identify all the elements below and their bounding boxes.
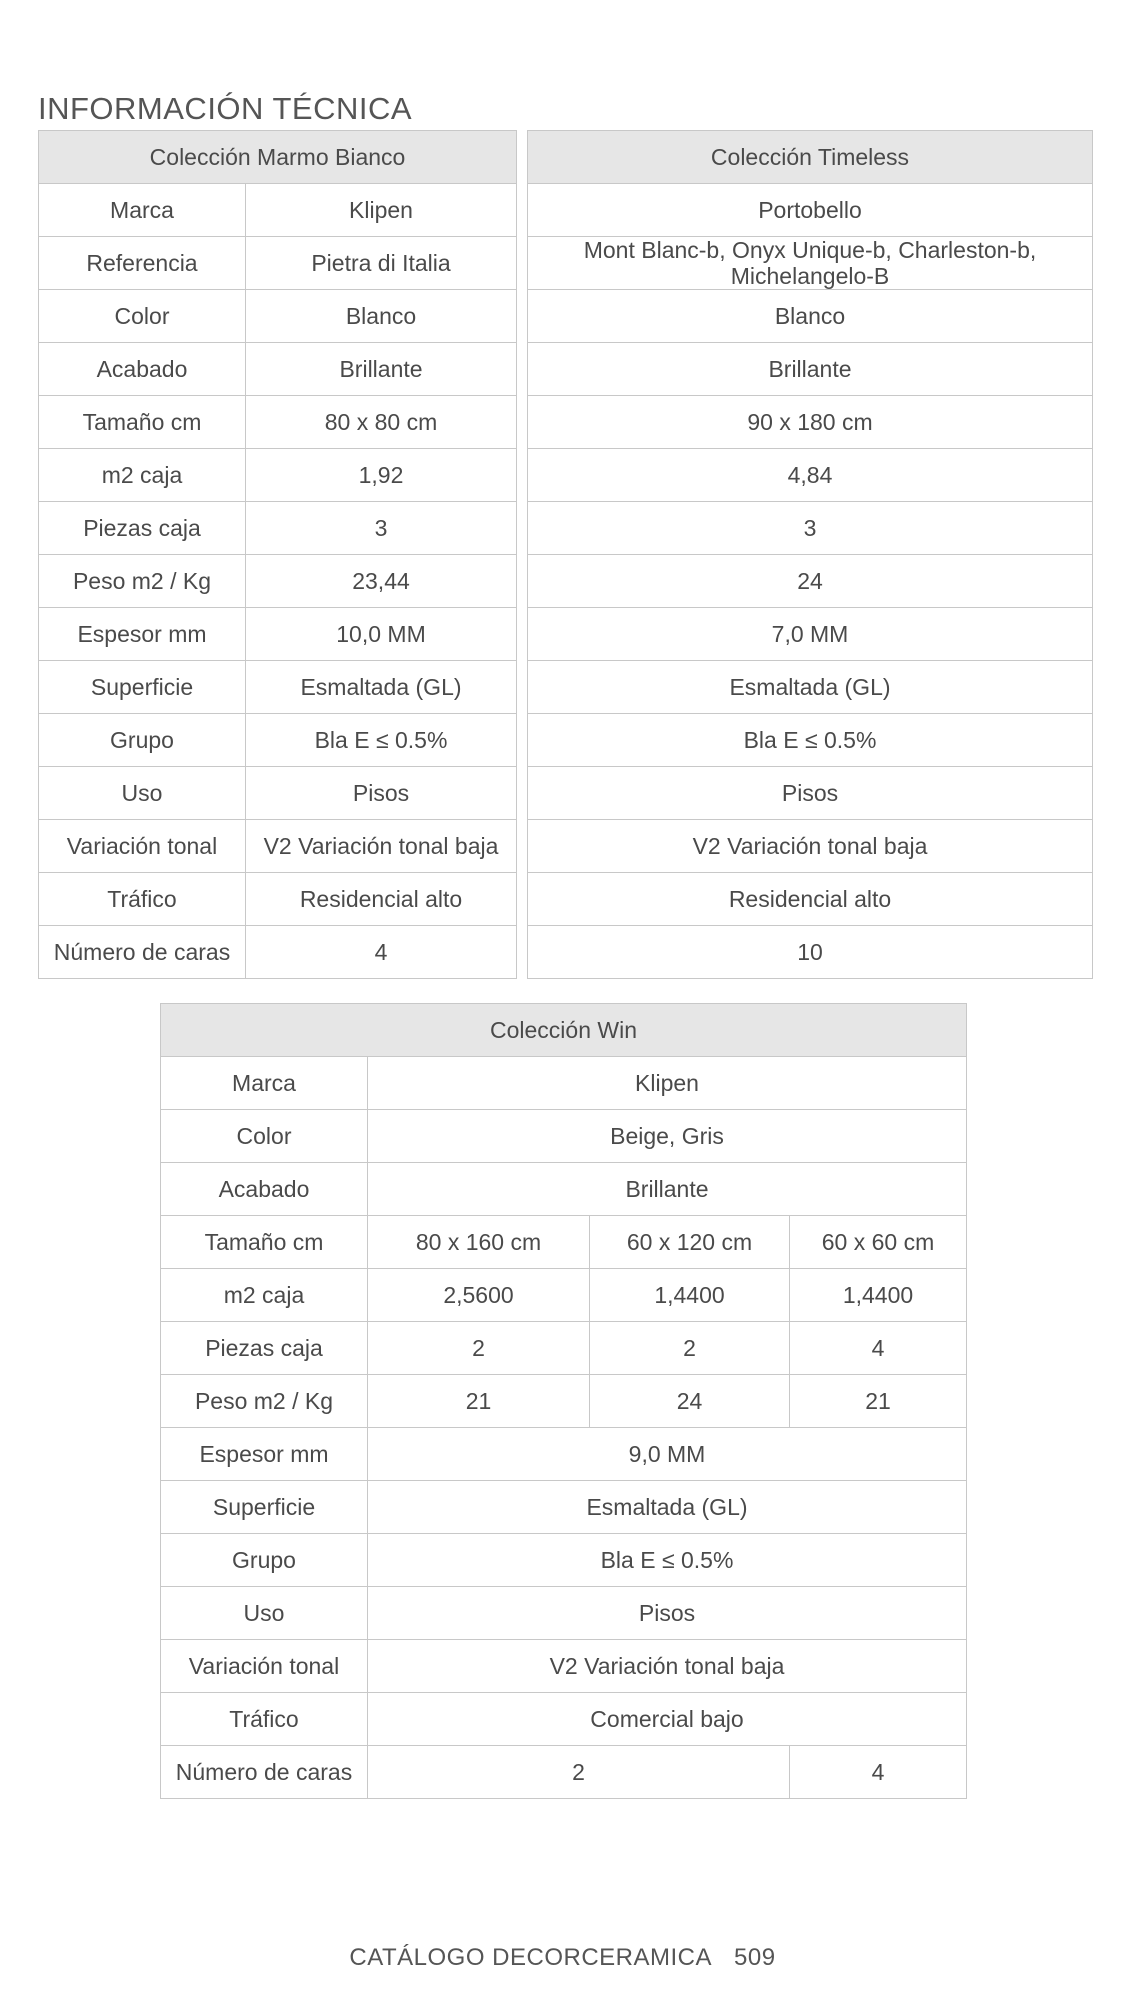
table-row <box>39 502 517 555</box>
cell-value: 2,5600 <box>368 1269 590 1322</box>
table-row <box>161 1322 967 1375</box>
table-header: Colección Win <box>161 1004 967 1057</box>
row-label: Piezas caja <box>161 1322 368 1375</box>
cell-value: 24 <box>590 1375 790 1428</box>
table-row <box>528 820 1093 873</box>
cell-value: 1,4400 <box>590 1269 790 1322</box>
row-label: Tamaño cm <box>39 396 246 449</box>
row-label: Referencia <box>39 237 246 290</box>
cell-value: 80 x 160 cm <box>368 1216 590 1269</box>
table-header: Colección Timeless <box>528 131 1093 184</box>
row-label: Peso m2 / Kg <box>39 555 246 608</box>
table-row <box>39 555 517 608</box>
cell-value: Klipen <box>368 1057 967 1110</box>
cell-value: 3 <box>528 502 1093 555</box>
row-label: m2 caja <box>161 1269 368 1322</box>
table-row <box>528 608 1093 661</box>
table-row <box>161 1163 967 1216</box>
row-label: Grupo <box>39 714 246 767</box>
table-row <box>161 1269 967 1322</box>
row-label: Número de caras <box>161 1746 368 1799</box>
cell-value: 90 x 180 cm <box>528 396 1093 449</box>
cell-value: Bla E ≤ 0.5% <box>528 714 1093 767</box>
table-row <box>528 873 1093 926</box>
catalog-name: CATÁLOGO DECORCERAMICA <box>349 1944 713 1971</box>
table-row <box>528 661 1093 714</box>
row-label: Superficie <box>161 1481 368 1534</box>
row-label: Acabado <box>161 1163 368 1216</box>
row-label: Tamaño cm <box>161 1216 368 1269</box>
row-label: Piezas caja <box>39 502 246 555</box>
table-row <box>528 555 1093 608</box>
table-row <box>39 343 517 396</box>
row-label: Espesor mm <box>39 608 246 661</box>
row-label: Superficie <box>39 661 246 714</box>
cell-value: 10,0 MM <box>246 608 517 661</box>
cell-value: Bla E ≤ 0.5% <box>246 714 517 767</box>
table-row <box>528 343 1093 396</box>
table-row <box>161 1693 967 1746</box>
cell-value: 21 <box>368 1375 590 1428</box>
row-label: Color <box>161 1110 368 1163</box>
cell-value: Brillante <box>368 1163 967 1216</box>
win-table <box>160 1003 967 1799</box>
cell-value: V2 Variación tonal baja <box>528 820 1093 873</box>
page-number: 509 <box>734 1944 776 1971</box>
cell-value: V2 Variación tonal baja <box>246 820 517 873</box>
row-label: Color <box>39 290 246 343</box>
table-row <box>161 1110 967 1163</box>
table-row <box>39 661 517 714</box>
cell-value: 7,0 MM <box>528 608 1093 661</box>
cell-value: 80 x 80 cm <box>246 396 517 449</box>
cell-value: 4 <box>790 1746 967 1799</box>
table-row <box>39 926 517 979</box>
cell-value: 2 <box>368 1322 590 1375</box>
cell-value: 2 <box>368 1746 790 1799</box>
table-header: Colección Marmo Bianco <box>39 131 517 184</box>
table-row <box>39 184 517 237</box>
table-row <box>161 1216 967 1269</box>
table-row <box>39 449 517 502</box>
table-row <box>528 767 1093 820</box>
cell-value: 3 <box>246 502 517 555</box>
cell-value: 1,4400 <box>790 1269 967 1322</box>
table-row <box>161 1640 967 1693</box>
cell-value: Esmaltada (GL) <box>368 1481 967 1534</box>
cell-value: Brillante <box>528 343 1093 396</box>
cell-value: 23,44 <box>246 555 517 608</box>
row-label: Uso <box>161 1587 368 1640</box>
table-row <box>528 290 1093 343</box>
cell-value: Brillante <box>246 343 517 396</box>
row-label: Uso <box>39 767 246 820</box>
cell-value: Mont Blanc-b, Onyx Unique-b, Charleston-b, Michelangelo-B <box>528 237 1093 290</box>
cell-value: 60 x 120 cm <box>590 1216 790 1269</box>
cell-value: Blanco <box>528 290 1093 343</box>
cell-value: Klipen <box>246 184 517 237</box>
table-row <box>161 1746 967 1799</box>
cell-value: 4 <box>246 926 517 979</box>
cell-value: Portobello <box>528 184 1093 237</box>
table-row <box>161 1481 967 1534</box>
table-row <box>528 396 1093 449</box>
table-row <box>39 873 517 926</box>
cell-value: 4 <box>790 1322 967 1375</box>
cell-value: Esmaltada (GL) <box>528 661 1093 714</box>
marmo-bianco-table <box>38 130 517 979</box>
cell-value: 2 <box>590 1322 790 1375</box>
cell-value: Pietra di Italia <box>246 237 517 290</box>
table-row <box>528 237 1093 290</box>
cell-value: 9,0 MM <box>368 1428 967 1481</box>
cell-value: Pisos <box>246 767 517 820</box>
cell-value: Residencial alto <box>246 873 517 926</box>
cell-value: V2 Variación tonal baja <box>368 1640 967 1693</box>
cell-value: 60 x 60 cm <box>790 1216 967 1269</box>
row-label: Tráfico <box>161 1693 368 1746</box>
table-row <box>39 396 517 449</box>
cell-value: Esmaltada (GL) <box>246 661 517 714</box>
table-row <box>39 714 517 767</box>
table-row <box>39 820 517 873</box>
cell-value: 4,84 <box>528 449 1093 502</box>
timeless-table <box>527 130 1093 979</box>
cell-value: Pisos <box>528 767 1093 820</box>
cell-value: Residencial alto <box>528 873 1093 926</box>
table-row <box>528 502 1093 555</box>
table-row <box>528 926 1093 979</box>
row-label: Marca <box>39 184 246 237</box>
cell-value: Blanco <box>246 290 517 343</box>
cell-value: Pisos <box>368 1587 967 1640</box>
cell-value: Comercial bajo <box>368 1693 967 1746</box>
row-label: Variación tonal <box>39 820 246 873</box>
page-footer <box>0 1944 1125 1972</box>
cell-value: Beige, Gris <box>368 1110 967 1163</box>
table-row <box>39 237 517 290</box>
table-row <box>39 767 517 820</box>
table-row <box>161 1587 967 1640</box>
table-row <box>528 449 1093 502</box>
cell-value: 24 <box>528 555 1093 608</box>
table-row <box>39 608 517 661</box>
table-row <box>161 1375 967 1428</box>
cell-value: 21 <box>790 1375 967 1428</box>
row-label: Peso m2 / Kg <box>161 1375 368 1428</box>
table-row <box>39 290 517 343</box>
cell-value: Bla E ≤ 0.5% <box>368 1534 967 1587</box>
table-row <box>528 714 1093 767</box>
row-label: Número de caras <box>39 926 246 979</box>
table-row <box>161 1057 967 1110</box>
row-label: Espesor mm <box>161 1428 368 1481</box>
table-row <box>161 1534 967 1587</box>
row-label: Variación tonal <box>161 1640 368 1693</box>
row-label: Acabado <box>39 343 246 396</box>
row-label: Grupo <box>161 1534 368 1587</box>
page-title: INFORMACIÓN TÉCNICA <box>38 90 413 126</box>
cell-value: 1,92 <box>246 449 517 502</box>
table-row <box>528 184 1093 237</box>
table-row <box>161 1428 967 1481</box>
row-label: Marca <box>161 1057 368 1110</box>
row-label: m2 caja <box>39 449 246 502</box>
row-label: Tráfico <box>39 873 246 926</box>
cell-value: 10 <box>528 926 1093 979</box>
